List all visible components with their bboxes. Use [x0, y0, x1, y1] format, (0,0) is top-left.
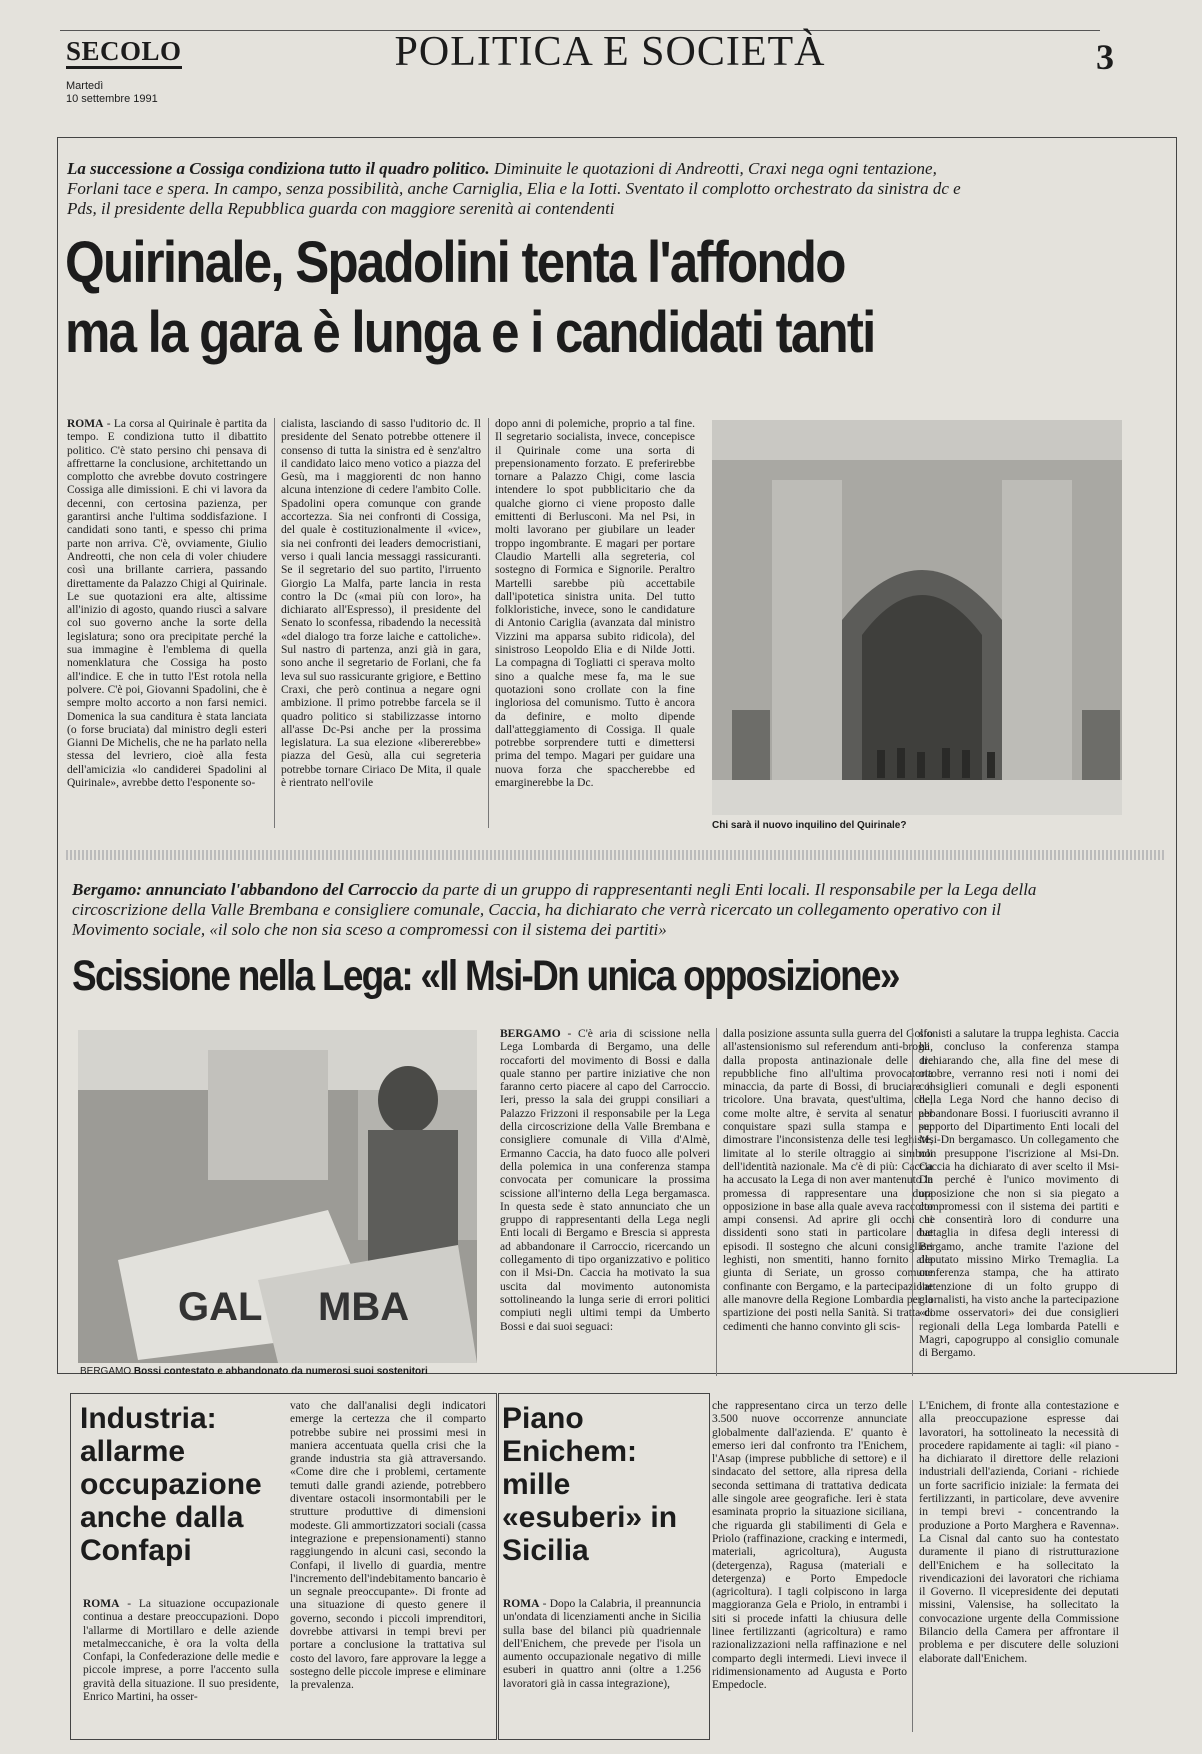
banner-lettering: GAL [178, 1285, 263, 1329]
story-lega-headline: Scissione nella Lega: «Il Msi-Dn unica opposizione» [72, 952, 899, 1000]
story-lega-dateline: BERGAMO [500, 1028, 561, 1040]
story-enichem-column-2 [712, 1400, 907, 1732]
story-industria-headline: Industria: allarme occupazione anche dalla Confapi [80, 1402, 262, 1567]
story-lega-column-2 [723, 1028, 933, 1376]
headline-line-2: ma la gara è lunga e i candidati tanti [65, 300, 875, 365]
column-rule [912, 1400, 913, 1732]
story-quirinale-text-2: cialista, lasciando di sasso l'uditorio dc. Il presidente del Senato potrebbe ottenere il consenso di tutta la sinistra ed è senz'altro il candidato laico meno votico a piazza del Gesù, ma i maggiorenti dc non hanno alcuna intenzione di cedere l'ambito Colle. Spadolini opera comunque con grande accortezza. Sia nei confronti di Cossiga, del quale è costituzionalmente il «vice», sia nei confronti dei leaders democristiani, verso i quali lancia messaggi rassicuranti. Se il segretario del suo partito, l'irruento Giorgio La Malfa, parte lancia in resta contro la Dc («mai più con loro», ha dichiarato all'Espresso), il presidente del Senato lo sconfessa, ribadendo la necessità «del dialogo tra forze laiche e cattoliche». Sul nastro di partenza, anzi già in gara, sono anche il segretario de Forlani, che fa leva sul suo rassicurante grigiore, e Bettino Craxi, che però continua a negare ogni ambizione. Il primo potrebbe farcela se il quadro politico si stabilizzasse intorno all'asse Dc-Psi anche per la prossima legislatura. La sua elezione «libererebbe» piazza del Gesù, alla cui segreteria potrebbe tornare Ciriaco De Mita, il quale è rientrato nell'ovile [281, 418, 481, 790]
story-quirinale-kicker-text: Diminuite le quotazioni di Andreotti, Craxi nega ogni tentazione, Forlani tace e spera. In campo, senza possibilità, anche Carniglia, Elia e la Iotti. Sventato il complotto orchestrato da sinistra dc e Pds, il presidente della Repubblica guarda con maggiore serenità ai contendenti [67, 159, 961, 218]
column-rule [274, 418, 275, 828]
story-quirinale-column-2 [281, 418, 481, 828]
story-quirinale-column-3 [495, 418, 695, 828]
story-enichem-text-3: L'Enichem, di fronte alla contestazione e alla preoccupazione espresse dai lavoratori, ha sottolineato la necessità di procedere rapidamente ai tagli: «il piano - ha dichiarato il direttore delle relazioni industriali dell'azienda, Coriani - richiede un forte sacrificio iniziale: la fermata dei fertilizzanti, in particolare, deve avvenire in tempi brevi - concentrando la produzione a Porto Marghera e Ravenna». La Cisnal dal canto suo ha contestato duramente il piano di ristrutturazione dell'Enichem e ha sollecitato la rivendicazioni dei lavoratori che richiama il Governo. Il vicepresidente dei deputati missini, Valensise, ha sollecitato la convocazione urgente della Commissione Bilancio della Camera per affrontare il problema e per discutere delle soluzioni elaborate dall'Enichem. [919, 1400, 1119, 1665]
story-lega-column-3 [919, 1028, 1119, 1376]
story-industria-text-2: vato che dall'analisi degli indicatori emerge la certezza che il comparto potrebbe subire nei prossimi mesi in maniera accentuata quella crisi che la grande industria sta già attraversando. «Come dire che i problemi, certamente temuti dalle grandi aziende, potrebbero diventare ostacoli insormontabili per le strutture produttive di dimensioni modeste. Gli ammortizzatori sociali (cassa integrazione e prepensionamenti) stanno raggiungendo in alcuni casi, secondo la Confapi, il livello di guardia, mentre l'incremento dell'indebitamento bancario è un segnale preoccupante». Di fronte ad una situazione di questo genere il governo, secondo i piccoli imprenditori, dovrebbe attivarsi in tempi brevi per portare a conclusione la trattativa sul costo del lavoro, fare approvare la legge a sostegno delle piccole imprese e eliminare la prevalenza. [290, 1400, 486, 1692]
story-enichem-column-3 [919, 1400, 1119, 1732]
story-quirinale-text-1: - La corsa al Quirinale è partita da tempo. E condiziona tutto il dibattito politico. C'è stato persino chi pensava di affrettarne la conclusione, architettando un complotto che avrebbe dovuto costringere Cossiga alle dimissioni. E chi vi lavora da decenni, con certosina pazienza, per garantirsi anche l'ultima soddisfazione. I candidati sono tanti, e spesso chi prima parte non arriva. C'è, ovviamente, Giulio Andreotti, che non cela di voler chiudere così una brillante carriera, passando direttamente da Palazzo Chigi al Quirinale. Le sue quotazioni era alte, altissime all'inizio di agosto, quando riuscì a salvare col suo governo anche la sorte della legislatura; sono ora precipitate perché la sua immagine è l'emblema di quella nomenklatura che Cossiga ha posto all'indice. E che in tutto l'Est rotola nella polvere. C'è poi, Giovanni Spadolini, che è sempre molto accorto a non farsi nemici. Domenica la sua canditura è stata lanciata (o forse bruciata) dal ministro degli esteri Gianni De Michelis, che ne ha parlato nella stessa del levriero, cioè alla festa dell'amicizia «lo candiderei Spadolini al Quirinale», avrebbe detto l'esponente so- [67, 418, 267, 790]
quirinale-photo-caption: Chi sarà il nuovo inquilino del Quirinale? [712, 820, 907, 831]
story-enichem-headline: Piano Enichem: mille «esuberi» in Sicilia [502, 1402, 678, 1567]
story-industria-column-2 [290, 1400, 486, 1732]
page-number: 3 [1096, 37, 1114, 77]
bossi-photo-caption [80, 1366, 428, 1377]
story-enichem-column-1 [503, 1598, 701, 1730]
story-lega-text-2: dalla posizione assunta sulla guerra del Golfo all'astensionismo sul referendum anti-brogli, dalla proposta antinazionale delle tre repubbliche fino all'ultima provocatoria minaccia, da parte di Bossi, di bruciare il tricolore. Una bravata, quest'ultima, che, come molte altre, è servita al senatur per conquistare spazi sulla stampa e per dimostrare l'inconsistenza delle tesi leghiste, limitate al lo sterile oltraggio ai simboli dell'identità nazionale. Ma c'è di più: Caccia ha accusato la Lega di non aver mantenuto la promessa di rappresentare una dura opposizione in base alla quale aveva raccolto ampi consensi. Ad aprire gli occhi ai dissidenti sono stati in particolare due episodi. Il sostegno che alcuni consiglieri leghisti, non smentiti, hanno fornito alla giunta di Seriate, un grosso comune confinante con Bergamo, e la partecipazione alle manovre della Regione Lombardia per la spartizione dei posti nella Sanità. Si tratta di cedimenti che hanno convinto gli scis- [723, 1028, 933, 1333]
newspaper-logo: SECOLO [66, 36, 182, 66]
quirinale-photo-drawing [712, 420, 1122, 815]
bossi-photo-caption-text: Bossi contestato e abbandonato da numerosi suoi sostenitori [131, 1366, 428, 1377]
story-lega-column-1 [500, 1028, 710, 1376]
story-quirinale-headline [65, 228, 1165, 368]
column-rule [912, 1028, 913, 1376]
story-quirinale-kicker-lead: La successione a Cossiga condiziona tutto il quadro politico. [67, 159, 490, 178]
issue-date [66, 80, 158, 106]
bossi-protest-photo [78, 1030, 477, 1363]
story-quirinale-kicker [67, 159, 967, 219]
story-industria-column-1 [83, 1598, 279, 1730]
story-enichem-dateline: ROMA [503, 1598, 540, 1610]
story-lega-kicker-lead: Bergamo: annunciato l'abbandono del Carroccio [72, 880, 418, 899]
story-lega-text-3: sionisti a salutare la truppa leghista. Caccia ha concluso la conferenza stampa dichiarando che, alla fine del mese di ottobre, verranno resi noti i nomi dei consiglieri comunali e degli esponenti della Lega Nord che hanno deciso di abbandonare Bossi. I fuoriusciti avranno il supporto del Dipartimento Enti locali del Msi-Dn bergamasco. Un collegamento che non presuppone l'iscrizione al Msi-Dn. Caccia ha dichiarato di aver scelto il Msi-Dn perché è l'unico movimento di opposizione che non si sia piegato a compromessi con il sistema dei partiti e che consentirà loro di condurre una battaglia in difesa degli interessi di Bergamo, anche tramite l'azione del deputato missino Mirko Tremaglia. La conferenza stampa, che ha attirato l'attenzione di un folto gruppo di giornalisti, ha visto anche la partecipazione «come osservatori» dei due consiglieri regionali della Lega lombarda Patelli e Magri, capogruppo al consiglio comunale di Bergamo. [919, 1028, 1119, 1360]
section-title: POLITICA E SOCIETÀ [394, 29, 826, 75]
bossi-photo-caption-place: BERGAMO [80, 1366, 132, 1377]
headline-line-1: Quirinale, Spadolini tenta l'affondo [65, 230, 845, 295]
column-rule [488, 418, 489, 828]
story-lega-kicker [72, 880, 1042, 940]
story-industria-text-1: - La situazione occupazionale continua a destare preoccupazioni. Dopo l'allarme di Mortillaro e delle aziende metalmeccaniche, è ora la volta della Confapi, la Confederazione delle medie e piccole imprese, a porre l'accento sulla gravità della situazione. Il suo presidente, Enrico Martini, ha osser- [83, 1598, 279, 1704]
story-quirinale-column-1 [67, 418, 267, 828]
story-enichem-text-1: - Dopo la Calabria, il preannuncia un'ondata di licenziamenti anche in Sicilia sulla base del bilanci più quadriennale dell'Enichem, che prevede per l'isola un aumento occupazionale negativo di mille esuberi in quattro anni (oltre a 1.256 lavoratori già in cassa integrazione), [503, 1598, 701, 1690]
bossi-photo-drawing [78, 1030, 477, 1363]
story-quirinale-dateline: ROMA [67, 418, 104, 430]
column-rule [716, 1028, 717, 1376]
story-industria-dateline: ROMA [83, 1598, 120, 1610]
issue-full-date: 10 settembre 1991 [66, 93, 158, 105]
story-lega-kicker-text: da parte di un gruppo di rappresentanti negli Enti locali. Il responsabile per la Lega della circoscrizione della Valle Brembana e consigliere comunale, Caccia, ha dichiarato che verrà ricercato un collegamento operativo con il Movimento sociale, «il solo che non sia sceso a compromessi con il sistema dei partiti» [72, 880, 1037, 939]
story-enichem-text-2: che rappresentano circa un terzo delle 3.500 nuove occorrenze annunciate globalmente dall'azienda. E' quanto è emerso ieri dal confronto tra l'Enichem, l'Asap (imprese pubbliche di settore) e il sindacato del settore, alla ripresa della seconda settimana di trattativa dedicata alle singole aree geografiche. Ieri è stata esaminata proprio la situazione siciliana, che riguarda gli stabilimenti di Gela e Priolo (raffinazione, cracking e intermedi, materiali, agricoltura), Augusta (detergenza), Ragusa (materiali e detergenza) e Porto Empedocle (agricoltura). I tagli colpiscono in larga maggioranza Gela e Priolo, in entrambi i siti si procede infatti la chiusura delle linee fertilizzanti (agricoltura) e ramo razionalizzazioni nella raffinazione e nel comparto degli intermedi. Lievi invece il ridimensionamento ad Augusta e Porto Empedocle. [712, 1400, 907, 1692]
quirinale-palace-photo [712, 420, 1122, 815]
issue-day: Martedì [66, 80, 104, 92]
section-separator [66, 850, 1166, 860]
story-lega-text-1: - C'è aria di scissione nella Lega Lombarda di Bergamo, una delle roccaforti del movimento di Bossi e dalla quale stanno per partire iniziative che non faranno certo piacere al capo del Carroccio. Ieri, presso la sala dei gruppi consiliari a Palazzo Frizzoni il responsabile per la Lega della circoscrizione della Valle Brembana e consigliere comunale di Villa d'Almè, Ermanno Caccia, ha dato fuoco alle polveri della polemica in una conferenza stampa convocata per comunicare la prossima scissione all'interno della Lega bergamasca. In questa sede è stato annunciato che un gruppo di rappresentanti della Lega negli Enti locali di Bergamo e Brescia si appresta ad abbandonare il Carroccio, ricercando un collegamento di tipo organizzativo e politico con il Msi-Dn. Caccia ha motivato la sua uscita dal movimento autonomista sottolineando la lunga serie di errori politici compiuti negli ultimi tempi da Umberto Bossi e dai suoi seguaci: [500, 1028, 710, 1333]
story-quirinale-text-3: dopo anni di polemiche, proprio a tal fine. Il segretario socialista, invece, concepisce il Quirinale come una sorta di prepensionamento forzato. E preferirebbe tornare a Palazzo Chigi, come lascia intendere lo spot pubblicitario che da qualche giorno ci viene proposto dalle emittenti di Berlusconi. Ma nel Psi, in molti lavorano per giubilare un leader troppo ingombrante. E magari per portare Claudio Martelli alla segreteria, col sostegno di Formica e Signorile. Peraltro Martelli sarebbe più accettabile dall'ipotetica sinistra unita. Del tutto folkloristiche, invece, sono le candidature di Antonio Cariglia (avanzata dal ministro Vizzini ma apparsa subito ridicola), del sinistroso Leopoldo Elia e di Nilde Jotti. La compagna di Togliatti ci sperava molto sino a qualche mese fa, ma le sue quotazioni sono crollate con la fine ingloriosa del comunismo. Tutto è ancora da definire, e molto dipende dall'atteggiamento di Cossiga. Il quale potrebbe sorprendere tutti e dimettersi prima del tempo. Magari per guidare una nuova forza che spaccherebbe ed emarginerebbe la Dc. [495, 418, 695, 790]
banner-lettering: MBA [318, 1285, 410, 1329]
